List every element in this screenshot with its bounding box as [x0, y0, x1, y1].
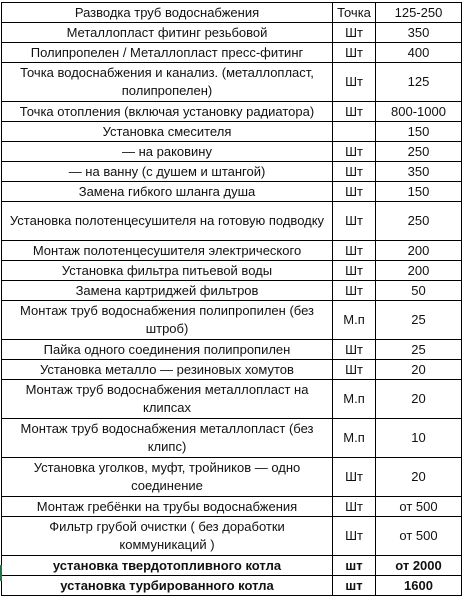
price-cell[interactable]: 125 [376, 63, 462, 102]
table-row [2, 162, 462, 182]
table-row [2, 360, 462, 380]
table-row [2, 43, 462, 63]
price-cell[interactable]: 200 [376, 261, 462, 281]
price-cell[interactable]: 10 [376, 419, 462, 458]
price-cell[interactable]: от 500 [376, 517, 462, 556]
price-cell[interactable]: 20 [376, 360, 462, 380]
unit-cell[interactable]: Шт [333, 497, 376, 517]
table-row [2, 380, 462, 419]
service-name-cell[interactable]: Монтаж труб водоснабжения полипропилен (без штроб) [2, 301, 333, 340]
active-cell-marker [0, 565, 2, 581]
unit-cell[interactable]: Шт [333, 43, 376, 63]
price-cell[interactable]: 400 [376, 43, 462, 63]
table-row [2, 458, 462, 497]
unit-cell[interactable]: Шт [333, 23, 376, 43]
service-name-cell[interactable]: Замена картриджей фильтров [2, 281, 333, 301]
unit-cell[interactable]: Шт [333, 517, 376, 556]
unit-cell[interactable]: М.п [333, 419, 376, 458]
unit-cell[interactable]: Шт [333, 261, 376, 281]
price-cell[interactable]: 1600 [376, 576, 462, 596]
service-name-cell[interactable]: Монтаж полотенцесушителя электрического [2, 241, 333, 261]
service-name-cell[interactable]: Установка фильтра питьевой воды [2, 261, 333, 281]
table-row [2, 182, 462, 202]
service-name-cell[interactable]: Монтаж труб водоснабжения металлопласт (без клипс) [2, 419, 333, 458]
unit-cell[interactable]: Шт [333, 63, 376, 102]
service-name-cell[interactable]: — на ванну (с душем и штангой) [2, 162, 333, 182]
price-cell[interactable]: 25 [376, 340, 462, 360]
service-name-cell[interactable]: Замена гибкого шланга душа [2, 182, 333, 202]
price-cell[interactable]: 125-250 [376, 3, 462, 23]
table-row [2, 301, 462, 340]
table-row [2, 517, 462, 556]
unit-cell[interactable]: Шт [333, 162, 376, 182]
unit-cell[interactable]: Шт [333, 340, 376, 360]
price-cell[interactable]: 20 [376, 380, 462, 419]
price-cell[interactable]: 20 [376, 458, 462, 497]
unit-cell[interactable]: шт [333, 556, 376, 576]
table-row [2, 241, 462, 261]
unit-cell[interactable]: шт [333, 576, 376, 596]
unit-cell[interactable] [333, 122, 376, 142]
table-row [2, 202, 462, 241]
price-cell[interactable]: 200 [376, 241, 462, 261]
price-cell[interactable]: 25 [376, 301, 462, 340]
unit-cell[interactable]: Шт [333, 281, 376, 301]
price-table-body [2, 3, 462, 596]
unit-cell[interactable]: М.п [333, 380, 376, 419]
unit-cell[interactable]: Шт [333, 102, 376, 122]
unit-cell[interactable]: Шт [333, 360, 376, 380]
service-name-cell[interactable]: установка турбированного котла [2, 576, 333, 596]
service-name-cell[interactable]: Монтаж гребёнки на трубы водоснабжения [2, 497, 333, 517]
service-name-cell[interactable]: Металлопласт фитинг резьбовой [2, 23, 333, 43]
service-name-cell[interactable]: Установка полотенцесушителя на готовую подводку [2, 202, 333, 241]
price-cell[interactable]: 150 [376, 182, 462, 202]
service-name-cell[interactable]: Установка уголков, муфт, тройников — одно соединение [2, 458, 333, 497]
table-row [2, 340, 462, 360]
service-name-cell[interactable]: Пайка одного соединения полипропилен [2, 340, 333, 360]
unit-cell[interactable]: Точка [333, 3, 376, 23]
price-cell[interactable]: от 500 [376, 497, 462, 517]
table-row [2, 497, 462, 517]
service-name-cell[interactable]: Точка водоснабжения и канализ. (металлопласт, полипропелен) [2, 63, 333, 102]
price-cell[interactable]: 800-1000 [376, 102, 462, 122]
unit-cell[interactable]: М.п [333, 301, 376, 340]
service-name-cell[interactable]: Установка смесителя [2, 122, 333, 142]
table-row [2, 576, 462, 596]
service-name-cell[interactable]: Разводка труб водоснабжения [2, 3, 333, 23]
table-row [2, 3, 462, 23]
service-name-cell[interactable]: Точка отопления (включая установку радиатора) [2, 102, 333, 122]
unit-cell[interactable]: Шт [333, 458, 376, 497]
service-name-cell[interactable]: Монтаж труб водоснабжения металлопласт на клипсах [2, 380, 333, 419]
table-row [2, 261, 462, 281]
service-name-cell[interactable]: Установка металло — резиновых хомутов [2, 360, 333, 380]
price-cell[interactable]: 350 [376, 23, 462, 43]
price-cell[interactable]: 250 [376, 142, 462, 162]
unit-cell[interactable]: Шт [333, 202, 376, 241]
service-name-cell[interactable]: Фильтр грубой очистки ( без доработки коммуникаций ) [2, 517, 333, 556]
table-row [2, 23, 462, 43]
service-name-cell[interactable]: — на раковину [2, 142, 333, 162]
unit-cell[interactable]: Шт [333, 182, 376, 202]
table-row [2, 63, 462, 102]
service-name-cell[interactable]: Полипропелен / Металлопласт пресс-фитинг [2, 43, 333, 63]
price-cell[interactable]: 350 [376, 162, 462, 182]
table-row [2, 281, 462, 301]
service-name-cell[interactable]: установка твердотопливного котла [2, 556, 333, 576]
table-row [2, 122, 462, 142]
table-row [2, 556, 462, 576]
price-cell[interactable]: 250 [376, 202, 462, 241]
table-row [2, 419, 462, 458]
price-cell[interactable]: 50 [376, 281, 462, 301]
unit-cell[interactable]: Шт [333, 142, 376, 162]
unit-cell[interactable]: Шт [333, 241, 376, 261]
price-cell[interactable]: 150 [376, 122, 462, 142]
table-row [2, 142, 462, 162]
table-row [2, 102, 462, 122]
price-cell[interactable]: от 2000 [376, 556, 462, 576]
price-table [1, 2, 462, 596]
